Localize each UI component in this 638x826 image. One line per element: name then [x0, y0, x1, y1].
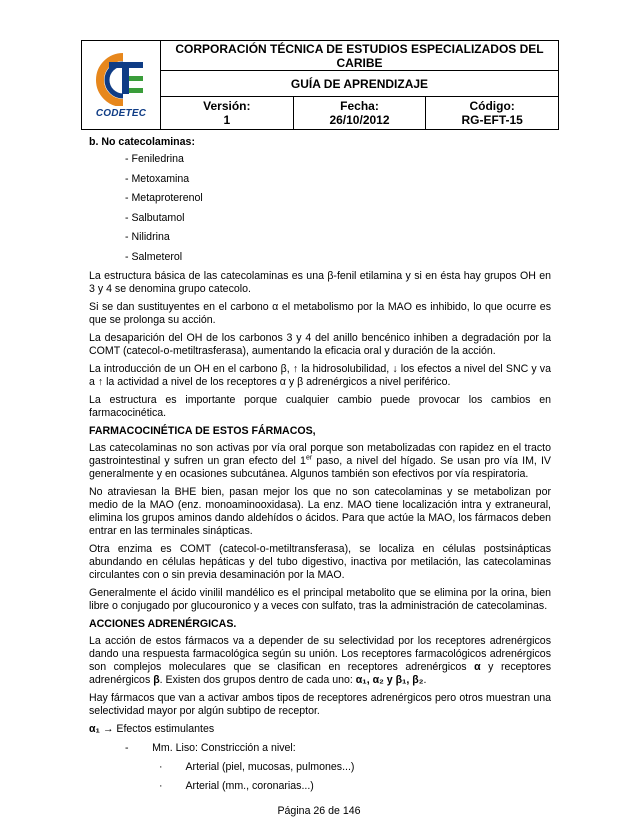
paragraph: No atraviesan la BHE bien, pasan mejor los que no son catecolaminas y se metabolizan por medio de la MAO (enz. monoaminooxidasa). La enz. MAO tiene localización intra y extraneural, elimina los grupos aminos dando aldehídos o ácidos. Para que actúe la MAO, los fármacos deben entrar en las terminales sinápticas. — [89, 486, 551, 537]
section-heading-acciones-adrenergicas: ACCIONES ADRENÉRGICAS. — [89, 618, 237, 630]
sublist-item: · Arterial (mm., coronarias...) — [159, 780, 314, 792]
receptor-subtypes: α₁, α₂ y β₁, β₂ — [355, 674, 424, 686]
sublist-item: - Mm. Liso: Constricción a nivel: — [125, 742, 296, 754]
list-item: - Metoxamina — [125, 172, 190, 185]
paragraph: Generalmente el ácido vinilil mandélico es el principal metabolito que se elimina por la orina, bien libre o conjugado por glucouronico y a veces con sulfato, tras la administración de catecolaminas. — [89, 587, 551, 612]
alpha-symbol: α — [474, 661, 481, 673]
paragraph-text: paso, a nivel del hígado. Se usan pro vía IM, IV generalmente y en ocasiones subcutánea. Algunos también son efectivos por vía respiratoria. — [89, 455, 552, 480]
document-title: GUÍA DE APRENDIZAJE — [161, 71, 559, 97]
section-heading-farmacocinetica: FARMACOCINÉTICA DE ESTOS FÁRMACOS, — [89, 425, 316, 437]
section-heading-no-catecolaminas: b. No catecolaminas: — [89, 136, 195, 148]
version-label: Versión: — [203, 99, 251, 113]
document-header — [81, 40, 559, 130]
logo-cell — [82, 41, 161, 130]
organization-name: CORPORACIÓN TÉCNICA DE ESTUDIOS ESPECIALIZADOS DEL CARIBE — [161, 41, 559, 71]
beta-symbol: β — [153, 674, 160, 686]
paragraph-text: La acción de estos fármacos va a depender de su selectividad por los receptores adrenérgicos dando una respuesta farmacológica según su unión. Los receptores farmacológicos adrenérgicos son complejos moleculares que se clasifican en receptores adrenérgicos — [89, 635, 551, 673]
version-value: 1 — [223, 113, 231, 127]
superscript: er — [305, 454, 313, 462]
paragraph — [89, 442, 551, 481]
list-item: - Feniledrina — [125, 153, 184, 165]
codetec-logo-icon — [93, 50, 149, 106]
page-number: Página 26 de 146 — [277, 805, 361, 817]
paragraph-text: . Existen dos grupos dentro de cada uno: — [159, 674, 356, 686]
sublist-item: · Arterial (piel, mucosas, pulmones...) — [159, 761, 355, 773]
alpha1-line — [89, 723, 551, 736]
logo-text: CODETEC — [95, 107, 147, 119]
paragraph: La estructura básica de las catecolaminas es una β-fenil etilamina y si en ésta hay grupos OH en 3 y 4 se denomina grupo catecolo. — [89, 270, 551, 295]
date-label: Fecha: — [340, 99, 379, 113]
version-cell — [161, 97, 294, 130]
document-body — [89, 136, 551, 799]
code-cell — [426, 97, 559, 130]
paragraph-text: Las catecolaminas no son activas por vía oral porque son metabolizadas con rapidez en el tracto gastrointestinal y sufren un gran efecto del 1 — [89, 442, 551, 467]
list-item: - Metaproterenol — [125, 192, 203, 204]
list-item: - Salmeterol — [125, 250, 183, 263]
code-label: Código: — [469, 99, 515, 113]
paragraph — [89, 635, 551, 687]
date-value: 26/10/2012 — [329, 113, 390, 127]
code-value: RG-EFT-15 — [461, 113, 523, 127]
paragraph-text: y receptores adrenérgicos — [89, 661, 551, 686]
alpha1-text: Efectos estimulantes — [116, 723, 215, 735]
paragraph: La desaparición del OH de los carbonos 3 y 4 del anillo bencénico inhiben a degradación por la COMT (catecol-o-metiltrasferasa), aumentando la eficacia oral y duración de la acción. — [89, 332, 551, 357]
paragraph: Hay fármacos que van a activar ambos tipos de receptores adrenérgicos pero otros muestran una selectividad mayor por algún subtipo de receptor. — [89, 692, 551, 717]
arrow-right-icon: → — [99, 723, 117, 735]
paragraph: La estructura es importante porque cualquier cambio puede provocar los cambios en farmacocinética. — [89, 394, 551, 419]
list-item: - Salbutamol — [125, 211, 185, 224]
paragraph-text: . — [423, 674, 427, 686]
list-item: - Nilidrina — [125, 231, 170, 243]
paragraph: Si se dan sustituyentes en el carbono α el metabolismo por la MAO es inhibido, lo que ocurre es que se prolonga su acción. — [89, 301, 551, 326]
alpha1-label: α₁ — [89, 723, 100, 735]
date-cell — [293, 97, 426, 130]
paragraph: La introducción de un OH en el carbono β, ↑ la hidrosolubilidad, ↓ los efectos a nivel del SNC y va a ↑ la actividad a nivel de los receptores α y β adrenérgicos a nivel periférico. — [89, 363, 551, 388]
paragraph: Otra enzima es COMT (catecol-o-metiltransferasa), se localiza en células postsinápticas abundando en células hepáticas y del tubo digestivo, inactiva por metilación, las catecolaminas circulantes con o sin previa desaminación por la MAO. — [89, 543, 551, 581]
